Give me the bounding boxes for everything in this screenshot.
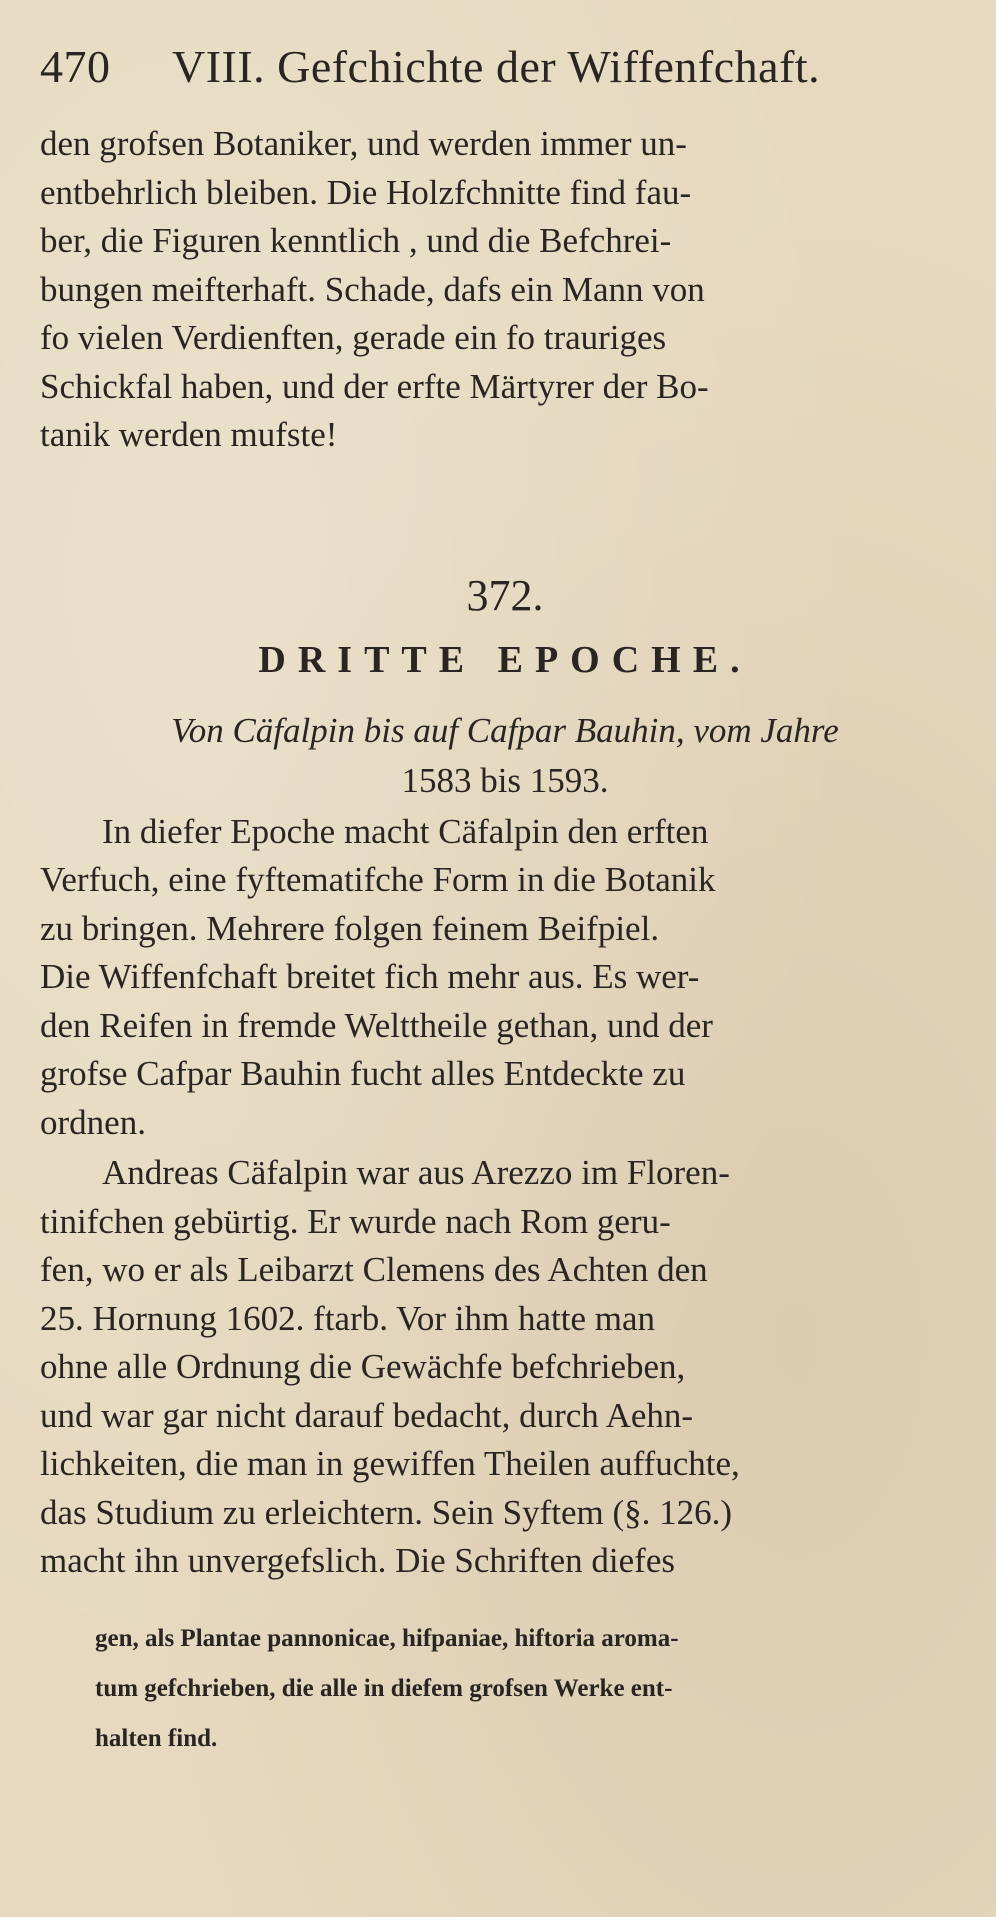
text-line: tanik werden mufste! (40, 415, 338, 454)
section-title: DRITTE EPOCHE. (258, 638, 752, 681)
text-line: bungen meifterhaft. Schade, dafs ein Mann von (40, 269, 705, 309)
paragraph-caesalpin (40, 1149, 970, 1586)
text-line: entbehrlich bleiben. Die Holzfchnitte find fau- (40, 172, 692, 212)
section-subtitle (40, 706, 970, 806)
text-line: macht ihn unvergefslich. Die Schriften diefes (40, 1541, 675, 1580)
text-line: zu bringen. Mehrere folgen feinem Beifpiel. (40, 908, 660, 948)
text-line: ohne alle Ordnung die Gewächfe befchrieben, (40, 1347, 686, 1386)
text-line: den Reifen in fremde Welttheile gethan, und der (40, 1005, 713, 1045)
page-number: 470 (40, 41, 111, 92)
footnote-line: halten find. (95, 1724, 218, 1752)
footnote-line: gen, als Plantae pannonicae, hifpaniae, hiftoria aroma- (95, 1624, 679, 1652)
footnote-line: tum gefchrieben, die alle in diefem grofsen Werke ent- (95, 1674, 673, 1702)
text-line: tinifchen gebürtig. Er wurde nach Rom geru- (40, 1201, 671, 1241)
page-header (40, 40, 970, 110)
paragraph-epoch (40, 808, 970, 1148)
subtitle-line: 1583 bis 1593. (401, 760, 609, 800)
text-line: das Studium zu erleichtern. Sein Syftem (§. 126.) (40, 1492, 733, 1532)
text-line: fen, wo er als Leibarzt Clemens des Achten den (40, 1250, 708, 1289)
running-head: VIII. Gefchichte der Wiffenfchaft. (172, 41, 821, 92)
text-line: ordnen. (40, 1102, 146, 1142)
intro-text (40, 120, 970, 460)
text-line: Schickfal haben, und der erfte Märtyrer der Bo- (40, 366, 709, 406)
subtitle-line: Von Cäfalpin bis auf Cafpar Bauhin, vom Jahre (171, 710, 839, 750)
text-line: Die Wiffenfchaft breitet fich mehr aus. Es wer- (40, 957, 700, 996)
text-line: und war gar nicht darauf bedacht, durch Aehn- (40, 1395, 694, 1435)
text-line: 25. Hornung 1602. ftarb. Vor ihm hatte man (40, 1298, 656, 1338)
text-line: lichkeiten, die man in gewiffen Theilen auffuchte, (40, 1444, 740, 1483)
text-line: ber, die Figuren kenntlich , und die Befchrei- (40, 221, 672, 260)
section-number: 372. (466, 570, 544, 620)
text-line: grofse Cafpar Bauhin fucht alles Entdeckte zu (40, 1054, 686, 1093)
text-line: In diefer Epoche macht Cäfalpin den erften (102, 811, 709, 851)
text-line: Andreas Cäfalpin war aus Arezzo im Floren- (102, 1153, 730, 1192)
text-line: fo vielen Verdienften, gerade ein fo trauriges (40, 318, 667, 357)
text-line: den grofsen Botaniker, und werden immer un- (40, 124, 687, 163)
book-page (40, 40, 970, 1900)
footnote (40, 1614, 970, 1764)
text-line: Verfuch, eine fyftematifche Form in die Botanik (40, 860, 716, 899)
